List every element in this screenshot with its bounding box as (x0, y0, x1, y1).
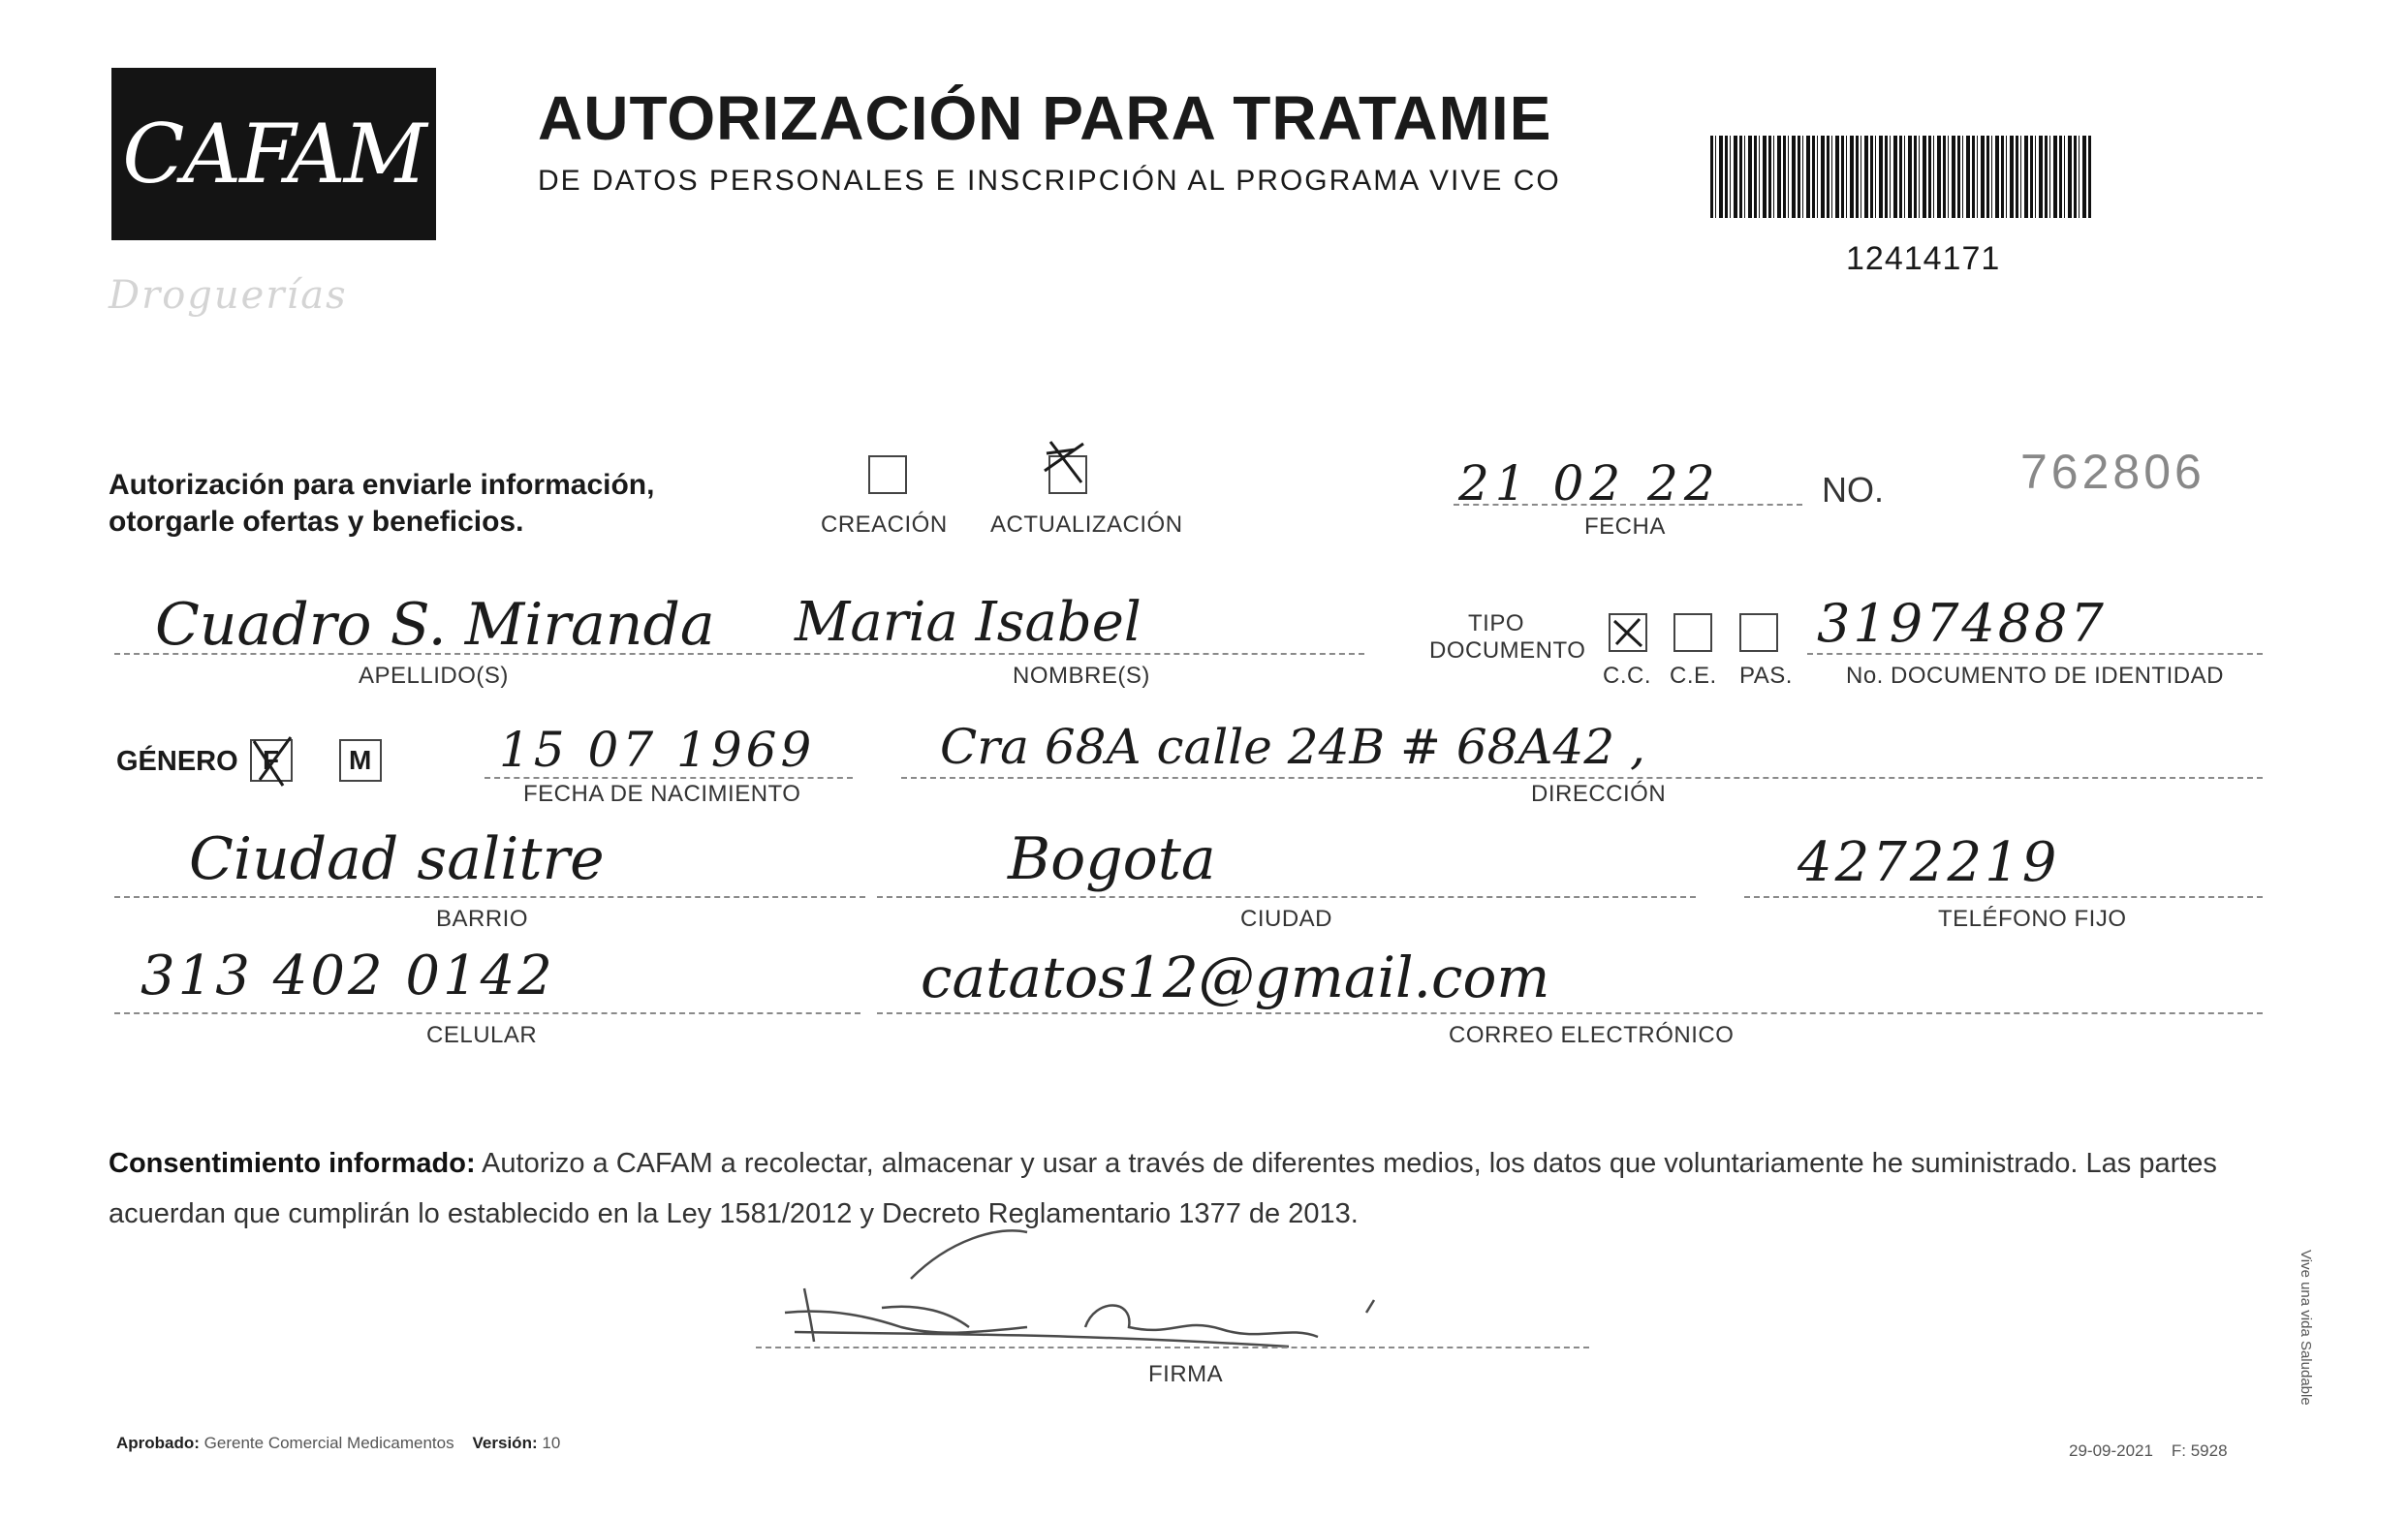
barcode-number: 12414171 (1846, 240, 2001, 277)
date-code: 29-09-2021 (2069, 1441, 2153, 1460)
form-subtitle: DE DATOS PERSONALES E INSCRIPCIÓN AL PROGRAMA VIVE CO (538, 165, 1561, 197)
footer-approval (116, 1434, 560, 1453)
city-line (877, 896, 1696, 898)
form-number: 762806 (2020, 445, 2205, 499)
cell-label: CELULAR (426, 1022, 538, 1048)
date-line (1454, 504, 1802, 506)
barrio-label: BARRIO (436, 906, 529, 932)
doc-type-cc-label: C.C. (1603, 663, 1651, 689)
authorization-text: Autorización para enviarle información, otorgarle ofertas y beneficios. (109, 469, 655, 538)
gender-female-mark-icon (248, 731, 297, 790)
address-line (901, 777, 2263, 779)
doc-number-line (1807, 653, 2263, 655)
logo-text: CAFAM (122, 107, 425, 201)
surnames-value: Cuadro S. Miranda (155, 591, 715, 659)
creation-checkbox[interactable] (868, 455, 907, 494)
approved-value: Gerente Comercial Medicamentos (203, 1434, 454, 1452)
consent-body: Autorizo a CAFAM a recolectar, almacenar y usar a través de diferentes medios, los datos que voluntariamente he suministrado. Las partes acuerdan que cumplirán lo establecido en la Ley 1581/2012 y Decreto Reglamentario 1377 de 2013. (109, 1148, 2217, 1229)
doc-number-value: 31974887 (1817, 593, 2107, 654)
names-value: Maria Isabel (795, 591, 1141, 654)
address-value: Cra 68A calle 24B # 68A42 , (940, 719, 1645, 775)
cell-value: 313 402 0142 (141, 945, 555, 1007)
cell-line (114, 1012, 860, 1014)
signature-drawing (766, 1221, 1463, 1385)
doc-type-cc-checkbox[interactable] (1609, 613, 1647, 652)
form-title: AUTORIZACIÓN PARA TRATAMIE (538, 83, 1552, 153)
update-check-mark-icon (1037, 432, 1095, 500)
doc-number-label: No. DOCUMENTO DE IDENTIDAD (1846, 663, 2224, 689)
version-value: 10 (542, 1434, 561, 1452)
update-checkbox[interactable] (1048, 455, 1087, 494)
barrio-value: Ciudad salitre (189, 825, 605, 893)
cafam-logo (111, 68, 436, 240)
address-label: DIRECCIÓN (1531, 781, 1667, 807)
consent-title: Consentimiento informado: (109, 1148, 476, 1179)
doc-type-ce-checkbox[interactable] (1673, 613, 1712, 652)
phone-label: TELÉFONO FIJO (1938, 906, 2127, 932)
version-label: Versión: (472, 1434, 538, 1452)
names-label: NOMBRE(S) (1013, 663, 1150, 689)
footer-codes (2069, 1441, 2228, 1461)
birth-date-line (485, 777, 853, 779)
signature-line (756, 1347, 1589, 1348)
side-slogan: Vive una vida Saludable (2298, 1250, 2314, 1406)
logo-tagline: Droguerías (109, 273, 348, 318)
gender-male-checkbox[interactable] (339, 739, 382, 782)
email-line (877, 1012, 2263, 1014)
doc-type-pas-checkbox[interactable] (1739, 613, 1778, 652)
date-label: FECHA (1584, 513, 1666, 540)
phone-value: 4272219 (1798, 831, 2060, 894)
city-value: Bogota (1008, 825, 1216, 893)
gender-female-checkbox[interactable] (250, 739, 293, 782)
city-label: CIUDAD (1240, 906, 1333, 932)
date-value: 21 02 22 (1458, 455, 1721, 511)
email-label: CORREO ELECTRÓNICO (1449, 1022, 1735, 1048)
surnames-names-line (114, 653, 1364, 655)
update-label: ACTUALIZACIÓN (990, 511, 1183, 538)
gender-label: GÉNERO (116, 746, 238, 777)
doc-type-label-1: TIPO (1468, 610, 1525, 636)
doc-type-label-2: DOCUMENTO (1429, 637, 1586, 664)
doc-type-pas-label: PAS. (1739, 663, 1793, 689)
barrio-line (114, 896, 865, 898)
approved-label: Aprobado: (116, 1434, 200, 1452)
surnames-label: APELLIDO(S) (359, 663, 509, 689)
gender-male-option: M (349, 745, 372, 775)
email-value: catatos12@gmail.com (921, 945, 1550, 1010)
doc-type-cc-mark-icon (1611, 615, 1645, 650)
birth-date-label: FECHA DE NACIMIENTO (523, 781, 801, 807)
doc-type-ce-label: C.E. (1670, 663, 1717, 689)
phone-line (1744, 896, 2263, 898)
signature-label: FIRMA (1148, 1361, 1224, 1387)
creation-label: CREACIÓN (821, 511, 948, 538)
barcode (1710, 136, 2093, 218)
gender-female-option: F (263, 745, 280, 775)
form-code: F: 5928 (2171, 1441, 2228, 1460)
birth-date-value: 15 07 1969 (499, 722, 816, 778)
number-label: NO. (1822, 470, 1885, 510)
